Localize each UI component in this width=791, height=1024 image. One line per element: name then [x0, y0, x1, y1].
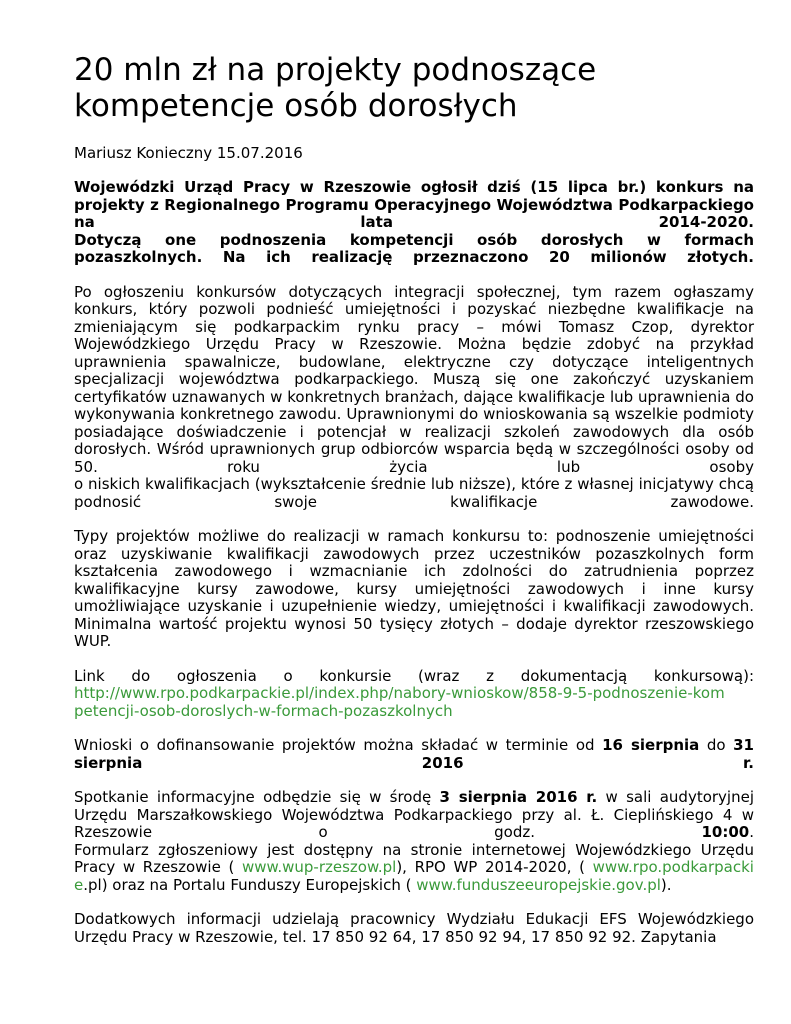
meeting-prefix: Spotkanie informacyjne odbędzie się w środę [74, 788, 432, 806]
deadline-text [74, 737, 754, 772]
link-intro: Link do ogłoszenia o konkursie (wraz z dokumentacją konkursową): [74, 666, 754, 685]
meeting-text: Spotkanie informacyjne odbędzie się w środę 3 sierpnia 2016 r. w sali audytoryjnej Urzędu Marszałkowskiego Województwa Podkarpackiego przy al. Ł. Cieplińskiego 4 w Rzeszowie o godz. 10:00. [74, 788, 754, 841]
fundusze-link[interactable]: www.funduszeeuropejskie.gov.pl [416, 875, 661, 894]
competition-link-part-2: petencji-osob-doroslych-w-formach-pozaszkolnych [74, 701, 453, 720]
article [74, 52, 754, 946]
form-prefix: Formularz zgłoszeniowy jest dostępny na stronie internetowej Wojewódzkiego Urzędu Pracy w Rzeszowie ( [74, 840, 754, 876]
meeting-date: 3 sierpnia 2016 r. [439, 788, 598, 806]
meeting-place: w sali audytoryjnej Urzędu Marszałkowskiego Województwa Podkarpackiego przy al. Ł. Cieplińskiego 4 w Rzeszowie o godz. [74, 788, 754, 841]
article-title [74, 52, 754, 124]
paragraph-contact: Dodatkowych informacji udzielają pracownicy Wydziału Edukacji EFS Wojewódzkiego Urzędu Pracy w Rzeszowie, tel. 17 850 92 64, 17 850 92 94, 17 850 92 92. Zapytania [74, 910, 754, 946]
competition-link-part-1: http://www.rpo.podkarpackie.pl/index.php/nabory-wnioskow/858-9-5-podnoszenie-kom [74, 684, 725, 702]
wup-link[interactable]: www.wup-rzeszow.pl [241, 858, 397, 876]
paragraph-meeting [74, 789, 754, 894]
lead-sentence-2: Dotyczą one podnoszenia kompetencji osób dorosłych w formach pozaszkolnych. Na ich realizację przeznaczono 20 milionów złotych. [74, 230, 754, 266]
form-mid: ), RPO WP 2014-2020, ( [396, 858, 585, 876]
paragraph-quote-part-2: o niskich kwalifikacjach (wykształcenie średnie lub niższe), które z własnej inicjatywy chcą podnosić swoje kwalifikacje zawodowe. [74, 475, 754, 511]
form-text [74, 842, 754, 895]
deadline-prefix: Wnioski o dofinansowanie projektów można składać w terminie od [74, 736, 595, 754]
paragraph-link [74, 668, 754, 721]
author: Mariusz Konieczny [74, 144, 213, 162]
title-line-2: kompetencje osób dorosłych [74, 88, 518, 124]
lead-paragraph [74, 179, 754, 267]
deadline-mid: do [706, 736, 726, 754]
deadline-to: 31 sierpnia 2016 r. [74, 736, 754, 772]
paragraph-deadline [74, 737, 754, 772]
meeting-time: 10:00 [701, 823, 750, 841]
paragraph-quote [74, 284, 754, 512]
byline [74, 144, 754, 162]
competition-link[interactable] [74, 684, 725, 720]
date: 15.07.2016 [216, 144, 303, 162]
title-line-1: 20 mln zł na projekty podnoszące [74, 52, 597, 88]
paragraph-quote-part-1: Po ogłoszeniu konkursów dotyczących integracji społecznej, tym razem ogłaszamy konkurs, który pozwoli podnieść umiejętności i pozyskać niezbędne kwalifikacje na zmieniającym się podkarpackim rynku pracy – mówi Tomasz Czop, dyrektor Wojewódzkiego Urzędu Pracy w Rzeszowie. Można będzie zdobyć na przykład uprawnienia spawalnicze, budowlane, elektryczne czy dotyczące inteligentnych specjalizacji województwa podkarpackiego. Muszą się one zakończyć uzyskaniem certyfikatów uznawanych w konkretnych branżach, dające kwalifikacje lub uprawnienia do wykonywania konkretnego zawodu. Uprawnionymi do wnioskowania są wszelkie podmioty posiadające doświadczenie i potencjał w realizacji szkoleń zawodowych dla osób dorosłych. Wśród uprawnionych grup odbiorców wsparcia będą w szczególności osoby od 50. roku życia lub osoby [74, 282, 754, 476]
rpo-link[interactable]: www.rpo.podkarpackie [74, 858, 754, 894]
lead-sentence-1: Wojewódzki Urząd Pracy w Rzeszowie ogłosił dziś (15 lipca br.) konkurs na projekty z Regionalnego Programu Operacyjnego Województwa Podkarpackiego na lata 2014-2020. [74, 178, 754, 231]
deadline-from: 16 sierpnia [602, 736, 700, 754]
form-end: ). [660, 875, 672, 894]
form-rpo-suffix: .pl) oraz na Portalu Funduszy Europejskich ( [83, 875, 412, 894]
paragraph-project-types: Typy projektów możliwe do realizacji w ramach konkursu to: podnoszenie umiejętności oraz uzyskiwanie kwalifikacji zawodowych przez uczestników pozaszkolnych form kształcenia zawodowego i wzmacnianie ich zdolności do zatrudnienia poprzez kwalifikacyjne kursy zawodowe, kursy umiejętności zawodowych i inne kursy umożliwiające uzyskanie i uzupełnienie wiedzy, umiejętności i kwalifikacji zawodowych. Minimalna wartość projektu wynosi 50 tysięcy złotych – dodaje dyrektor rzeszowskiego WUP. [74, 527, 754, 650]
